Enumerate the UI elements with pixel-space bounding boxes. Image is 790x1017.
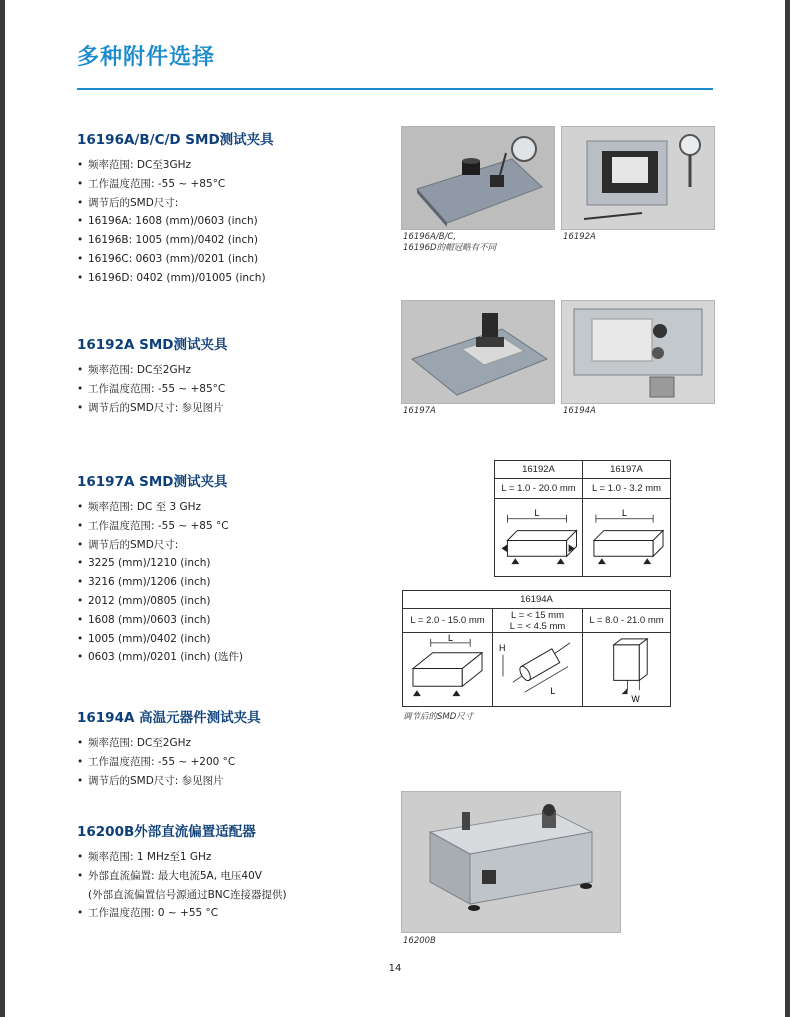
caption-16194a: 16194A — [563, 406, 596, 416]
page-frame-left — [0, 0, 5, 1017]
list-item: • 工作温度范围: 0 ~ +55 °C — [77, 904, 387, 923]
list-item: • 频率范围: DC至2GHz — [77, 734, 387, 753]
section-16200 — [77, 820, 387, 923]
bullet-list — [77, 156, 387, 288]
list-item: • 1608 (mm)/0603 (inch) — [77, 611, 387, 630]
page-title: 多种附件选择 — [77, 45, 216, 70]
dimension-w-label: W — [630, 694, 640, 705]
caption-diagram: 调节后的SMD尺寸 — [403, 712, 474, 722]
chip-drawing-16197a — [583, 499, 670, 576]
chip-drawing-cylinder — [493, 633, 583, 706]
section-16197 — [77, 470, 387, 667]
caption-16200b: 16200B — [403, 936, 436, 946]
table-header: 16197A — [583, 461, 670, 479]
photo-16196 — [401, 126, 555, 230]
caption-16197a: 16197A — [403, 406, 436, 416]
section-title: 16194A 高温元器件测试夹具 — [77, 710, 261, 726]
list-item: • 2012 (mm)/0805 (inch) — [77, 592, 387, 611]
dimension-l-label: L — [621, 507, 627, 518]
list-item: • 工作温度范围: -55 ~ +85 °C — [77, 517, 387, 536]
page-number: 14 — [388, 963, 402, 974]
section-16192 — [77, 333, 387, 417]
photo-16200b — [401, 791, 621, 933]
list-item: • 16196C: 0603 (mm)/0201 (inch) — [77, 250, 387, 269]
list-item: • 频率范围: DC 至 3 GHz — [77, 498, 387, 517]
list-item: • 频率范围: DC至2GHz — [77, 361, 387, 380]
photo-16197a — [401, 300, 555, 404]
table-cell: L = 8.0 - 21.0 mm — [583, 609, 670, 633]
smd-size-table-bottom — [402, 590, 671, 707]
list-item: • 16196D: 0402 (mm)/01005 (inch) — [77, 269, 387, 288]
bullet-list — [77, 848, 387, 923]
caption-16196: 16196A/B/C, 16196D的帽冠略有不同 — [403, 232, 497, 253]
list-item: • 外部直流偏置: 最大电流5A, 电压40V — [77, 867, 387, 886]
dimension-h-label: H — [499, 642, 506, 653]
list-item: • 调节后的SMD尺寸: — [77, 536, 387, 555]
dimension-l-label: L — [550, 686, 556, 697]
list-item: • 16196B: 1005 (mm)/0402 (inch) — [77, 231, 387, 250]
photo-16194a — [561, 300, 715, 404]
bullet-list — [77, 498, 387, 667]
chip-drawing-upright — [583, 633, 670, 706]
bullet-list — [77, 361, 387, 417]
list-item: • 工作温度范围: -55 ~ +85°C — [77, 380, 387, 399]
section-title: 16197A SMD测试夹具 — [77, 474, 228, 490]
table-cell: L = 1.0 - 3.2 mm — [583, 479, 670, 499]
section-title: 16192A SMD测试夹具 — [77, 337, 228, 353]
chip-drawing-box — [403, 633, 493, 706]
list-item: • 16196A: 1608 (mm)/0603 (inch) — [77, 212, 387, 231]
table-header: 16192A — [495, 461, 583, 479]
table-cell: L = < 15 mm L = < 4.5 mm — [493, 609, 583, 633]
table-cell: L = 1.0 - 20.0 mm — [495, 479, 583, 499]
dimension-l-label: L — [534, 507, 540, 518]
chip-drawing-16192a — [495, 499, 583, 576]
list-item: • 频率范围: DC至3GHz — [77, 156, 387, 175]
bullet-list — [77, 734, 387, 790]
list-item: • 工作温度范围: -55 ~ +85°C — [77, 175, 387, 194]
list-item: • 0603 (mm)/0201 (inch) (选件) — [77, 648, 387, 667]
title-divider — [77, 88, 713, 90]
caption-16192a: 16192A — [563, 232, 596, 242]
section-16194 — [77, 706, 387, 790]
list-item: • 调节后的SMD尺寸: 参见图片 — [77, 399, 387, 418]
table-cell: L = 2.0 - 15.0 mm — [403, 609, 493, 633]
section-16196 — [77, 128, 387, 288]
list-item: • 3216 (mm)/1206 (inch) — [77, 573, 387, 592]
list-item: • 工作温度范围: -55 ~ +200 °C — [77, 753, 387, 772]
list-item: • 3225 (mm)/1210 (inch) — [77, 554, 387, 573]
list-item: • 1005 (mm)/0402 (inch) — [77, 630, 387, 649]
list-item-continuation: (外部直流偏置信号源通过BNC连接器提供) — [88, 888, 287, 901]
photo-16192a — [561, 126, 715, 230]
page-frame-right — [785, 0, 790, 1017]
smd-size-table-top — [494, 460, 671, 577]
list-item: • 频率范围: 1 MHz至1 GHz — [77, 848, 387, 867]
list-item: • 调节后的SMD尺寸: — [77, 194, 387, 213]
table-header: 16194A — [403, 591, 670, 609]
list-item: • 调节后的SMD尺寸: 参见图片 — [77, 772, 387, 791]
section-title: 16200B外部直流偏置适配器 — [77, 824, 256, 840]
section-title: 16196A/B/C/D SMD测试夹具 — [77, 132, 274, 148]
dimension-l-label: L — [447, 633, 453, 643]
